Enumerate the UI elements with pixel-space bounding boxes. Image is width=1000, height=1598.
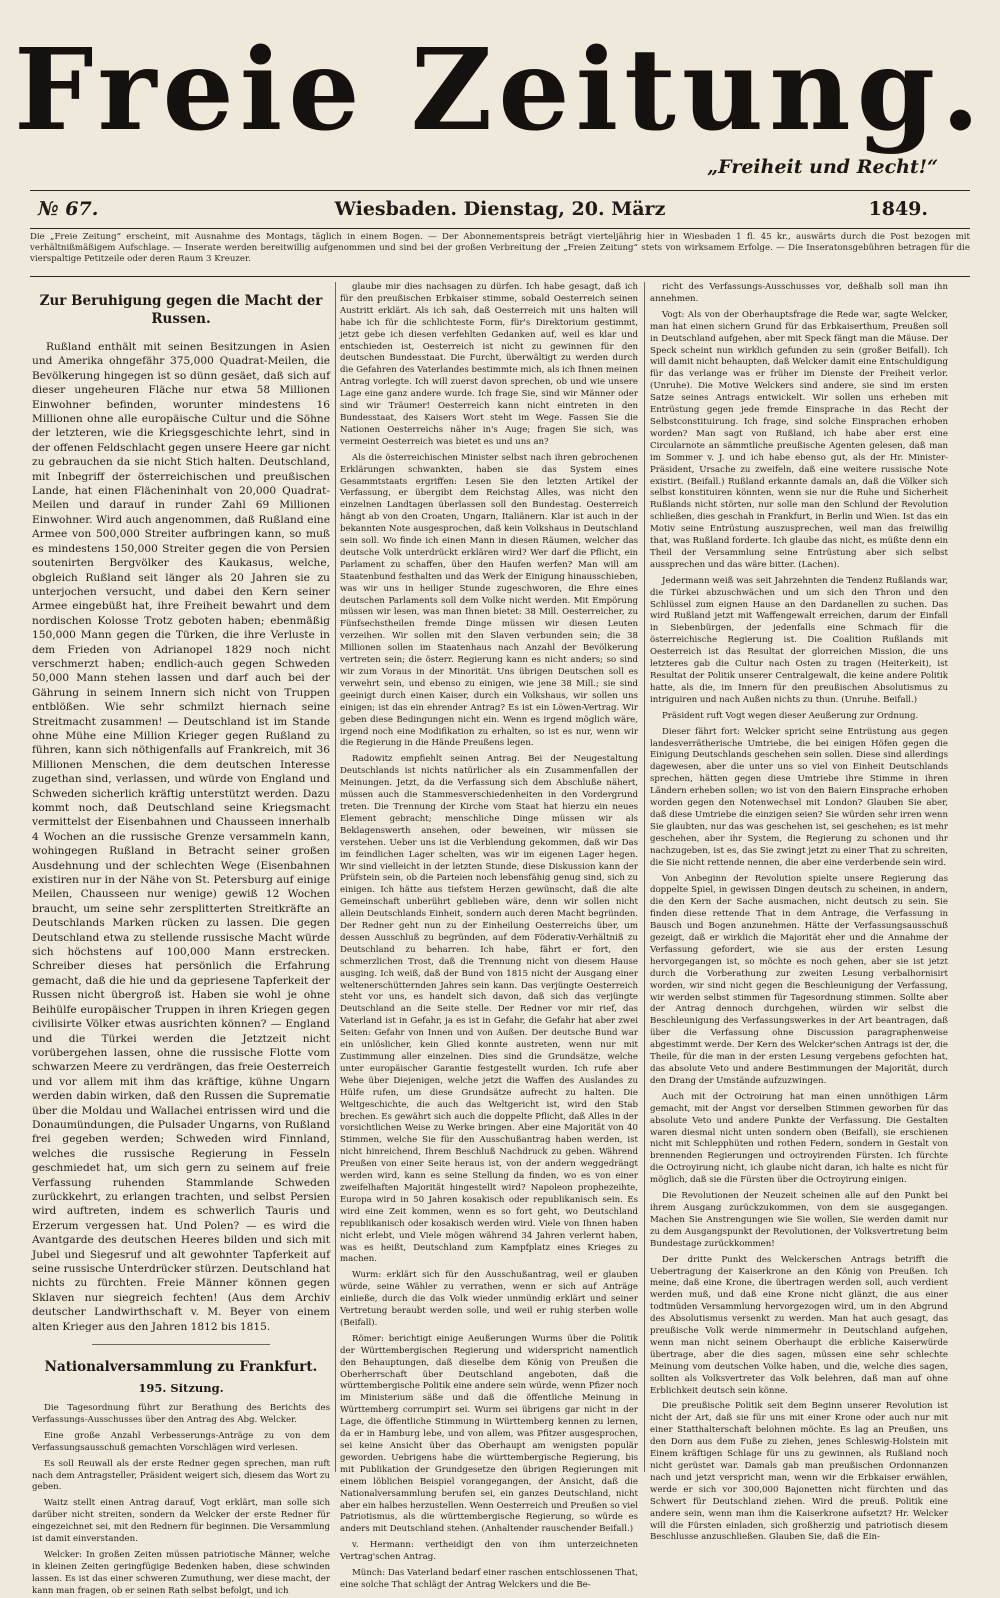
paragraph: Jedermann weiß was seit Jahrzehnten die Tendenz Rußlands war, die Türkei abzuschwächen und um sich den Thron und den Schlüssel zum eignen Hause an den Dardanellen zu suchen. Das wird Rußland jetzt mit Waffengewalt erreichen, darum der Einfall in Siebenbürgen, der jedenfalls eine Schmach für die österreichische Regierung ist. Die Coalition Rußlands mit Oesterreich ist das Resultat der glorreichen Mission, die uns letzteres gab die Cultur nach Osten zu tragen (Heiterkeit), ist Resultat der Politik unserer Centralgewalt, die keine andere Politik hatte, als die, im Innern für den preußischen Absolutismus zu intriguiren und nach Außen nichts zu thun. (Unruhe. Beifall.): [650, 575, 948, 705]
paragraph: Von Anbeginn der Revolution spielte unsere Regierung das doppelte Spiel, in gewissen Dingen deutsch zu scheinen, in andern, die den Kern der Sache ausmachen, nicht deutsch zu sein. Sie finden diese rettende That in dem Antrage, die Verfassung in Bausch und Bogen anzunehmen. Hätte der Verfassungsausschuß gezeigt, daß er wirklich die Majorität eher und die Annahme der Verfassung gefordert, wie sie aus der ersten Lesung hervorgegangen ist, so möchte es noch gehen, aber sie ist jetzt durch die Vorberathung zur zweiten Lesung verbalhornisirt worden, wir sind nicht gegen die Beschleunigung der Verfassung, wir werden selbst stimmen für Tagesordnung stimmen. Sollte aber der Antrag dennoch durchgehen, würden wir selbst die Beschleunigung des Verfassungswerkes in der Art beantragen, daß über die Verfassung ohne Discussion paragraphenweise abgestimmt werde. Der Kern des Welcker'schen Antrags ist der, die Theile, für die man in der ersten Lesung vergebens gefochten hat, das absolute Veto und andere Bestimmungen der Majorität, durch den Drang der Umstände aufzuzwingen.: [650, 873, 948, 1086]
issue-number: № 67.: [38, 198, 99, 220]
paragraph: v. Hermann: vertheidigt den von ihm unterzeichneten Vertrag'schen Antrag.: [340, 1540, 638, 1563]
column-3: [650, 282, 948, 1543]
masthead: [0, 8, 1000, 178]
issue-year: 1849.: [868, 198, 928, 220]
place-date: Wiesbaden. Dienstag, 20. März: [334, 198, 666, 220]
paragraph: Münch: Das Vaterland bedarf einer raschen entschlossenen That, eine solche That schlägt der Antrag Welckers und die Be-: [340, 1568, 638, 1590]
paragraph: Es soll Reuwall als der erste Redner gegen sprechen, man ruft nach dem Antragsteller, Präsident weigert sich, diesem das Wort zu geben.: [32, 1458, 330, 1493]
subscription-notice: Die „Freie Zeitung“ erscheint, mit Ausnahme des Montags, täglich in einem Bogen. — Der Abonnementspreis beträgt vierteljährig hier in Wiesbaden 1 fl. 45 kr., auswärts durch die Post bezogen mit verhältnißmäßigem Aufschlage. — Inserate werden bereitwillig aufgenommen und sind bei der großen Verbreitung der „Freien Zeitung“ stets von wirksamem Erfolge. — Die Inseratonsgebühren betragen für die vierspaltige Petitzeile oder deren Raum 3 Kreuzer.: [30, 232, 970, 264]
paragraph: richt des Verfassungs-Ausschusses vor, deßhalb soll man ihn annehmen.: [650, 282, 948, 304]
paragraph: Dieser fährt fort: Welcker spricht seine Entrüstung aus gegen landesverrätherische Umtriebe, die bei einigen Höfen gegen die Einigung Deutschlands geschehen sein sollen. Diese sind allerdings dagewesen, aber die unter uns so viel von Einheit Deutschlands sprechen, hätten gegen diese Umtriebe ihre Stimme in ihren Ländern erheben sollen; wo ist von den Baiern Einsprache erhoben worden gegen den Notenwechsel mit London? Glauben Sie aber, daß diese Umtriebe die einzigen seien? Sie würden sehr irren wenn Sie glaubten, nur das was geschehen ist, sei geschehen; es ist mehr geschehen, aber ihr System, die Regierung zu schonen und ihr nachzugeben, ist es, das Sie zwingt jetzt zu einer That zu schreiten, die Sie nicht rettende nennen, die aber eine verderbende sein wird.: [650, 726, 948, 868]
article-heading-russia: Zur Beruhigung gegen die Macht der Russen.: [39, 293, 323, 327]
paragraph: Eine große Anzahl Verbesserungs-Anträge zu von dem Verfassungsausschuß gemachten Vorschlägen wird verlesen.: [32, 1430, 330, 1453]
top-rule: [30, 190, 970, 191]
paragraph: Waitz stellt einen Antrag darauf, Vogt erklärt, man solle sich darüber nicht streiten, sondern da Welcker der erste Redner für eingezeichnet sei, mit den Rednern für beginnen. Die Versammlung ist damit einverstanden.: [32, 1498, 330, 1545]
session-heading: 195. Sitzung.: [138, 1381, 224, 1396]
paragraph: Wurm: erklärt sich für den Ausschußantrag, weil er glauben würde, seine Wähler zu verrathen, wenn er sich auf Anträge einließe, durch die das Volk wieder unmündig erklärt und seiner Vertretung beraubt werden solle, und weil er ruhig sterben wolle (Beifall).: [340, 1270, 638, 1328]
paragraph: Die Tagesordnung führt zur Berathung des Berichts des Verfassungs-Ausschusses über den Antrag des Abg. Welcker.: [32, 1403, 330, 1425]
column-1: [32, 282, 331, 1596]
paragraph: Römer: berichtigt einige Aeußerungen Wurms über die Politik der Württembergischen Regierung und widerspricht namentlich den Behauptungen, daß dieselbe dem König von Preußen die Oberherrschaft über Deutschland angeboten, daß die württembergische Politik eine andere sein würde, wenn Pfizer noch im Ministerium säße und daß die öffentliche Meinung in Württemberg corrumpirt sei. Wurm sei übrigens gar nicht in der Lage, die öffentliche Stimmung in Württemberg kennen zu lernen, da er in Hamburg lebe, und von allem, was Pfitzer ausgesprochen, sei keine Ansicht über das Oberhaupt am wenigsten populär geworden. Uebrigens habe die württembergische Regierung, bis mit Publikation der Grundgesetze den übrigen Regierungen mit einem löblichen Beispiel vorangegangen, der Ansicht, daß die Nationalversammlung berufen sei, ein ganzes Deutschland, nicht aber ein halbes herzustellen. Wenn Oesterreich und Preußen so viel Patriotismus, als die württembergische Regierung, so würde es anders mit Deutschland stehen. (Anhaltender rauschender Beifall.): [340, 1333, 638, 1535]
article-russia: [32, 340, 330, 1334]
newspaper-title: Freie Zeitung.: [13, 25, 987, 156]
paragraph: Rußland enthält mit seinen Besitzungen in Asien und Amerika ohngefähr 375,000 Quadrat-Meilen, die Bevölkerung hingegen ist so dünn gesäet, daß sich auf dieser ungeheuren Fläche nur etwa 58 Millionen Einwohner befinden, worunter mindestens 16 Millionen ohne alle europäische Cultur und die Söhne der letzteren, wie die Kriegsgeschichte lehrt, sind in der offenen Feldschlacht gegen unsere Heere gar nicht zu gebrauchen da sie nicht Stich halten. Deutschland, mit Inbegriff der österreichischen und preußischen Lande, hat einen Flächeninhalt von 20,000 Quadrat-Meilen und darauf in runder Zahl 69 Millionen Einwohner. Wird auch angenommen, daß Rußland eine Armee von 500,000 Streiter aufbringen kann, so muß es mindestens 150,000 Streiter gegen die von Persien soutenirten Bergvölker des Kaukasus, welche, obgleich Rußland seit länger als 20 Jahren sie zu unterjochen versucht, und dabei den Kern seiner Armee eingebüßt hat, ihre Freiheit bewahrt und dem nordischen Kolosse Trotz geboten haben; ebenmäßig 150,000 Mann gegen die Türken, die ihre Verluste in dem Frieden von Adrianopel 1829 noch nicht verschmerzt haben; endlich-auch gegen Schweden 50,000 Mann stehen lassen und darf auch bei der Gährung in seinem Innern sich nicht von Truppen entblößen. Wie sehr schmilzt hiernach seine Streitmacht zusammen! — Deutschland ist im Stande ohne Mühe eine Million Krieger gegen Rußland zu führen, kann sich nöthigenfalls auf Frankreich, mit 36 Millionen Menschen, die dem deutschen Interesse zugethan sind, verlassen, und würde von England und Schweden sicherlich kräftig unterstützt werden. Dazu kommt noch, daß Deutschland seine Kriegsmacht vermittelst der Eisenbahnen und Chausseen innerhalb 4 Wochen an die russische Grenze versammeln kann, wohingegen Rußland in Betracht seiner großen Ausdehnung und der schlechten Wege (Eisenbahnen existiren nur in der Nähe von St. Petersburg auf einige Meilen, Chausseen nur wenige) gewiß 12 Wochen braucht, um seine sehr zersplitterten Streitkräfte an Deutschlands Marken rücken zu lassen. Die gegen Deutschland etwa zu stellende russische Macht würde sich höchstens auf 100,000 Mann erstrecken. Schreiber dieses hat persönlich die Erfahrung gemacht, daß die hie und da gepriesene Tapferkeit der Russen nicht übergroß ist. Haben sie wohl je ohne Beihülfe europäischer Truppen in ihren Kriegen gegen civilisirte Völker etwas ausrichten können? — England und die Türkei werden die Jetztzeit nicht vorübergehen lassen, ohne die russische Flotte vom schwarzen Meere zu verdrängen, das freie Oesterreich und vor allem mit ihm das kräftige, kühne Ungarn werden dabin wirken, daß den Russen die Suprematie über die Moldau und Wallachei entrissen wird und die Donaumündungen, die Pulsader Ungarns, von Rußland frei gegeben werden; Schweden wird Finnland, welches die russische Regierung in Fesseln geschmiedet hat, um sich gern zu seinem auf freie Verfassung ruhenden Stammlande Schweden zurückkehrt, zu erlangen trachten, und selbst Persien wird auftreten, indem es schwerlich Tauris und Erzerum vergessen hat. Und Polen? — es wird die Avantgarde des deutschen Heeres bilden und sich mit Jubel und Siegesruf und alt gewohnter Tapferkeit auf seine russische Unterdrücker stürzen. Deutschland hat nichts zu fürchten. Freie Männer können gegen Sklaven nur siegreich fechten! (Aus dem Archiv deutscher Landwirthschaft v. M. Beyer von einem alten Krieger aus den Jahren 1812 bis 1815.: [32, 341, 331, 1333]
column-2: [340, 282, 638, 1590]
motto: „Freiheit und Recht!“: [707, 156, 938, 178]
paragraph: Radowitz empfiehlt seinen Antrag. Bei der Neugestaltung Deutschlands ist nichts natürlicher als ein Zusammenfallen der Meinungen. Jetzt, da die Verfassung sich dem Abschluße nähert, müssen auch die Stammesverschiedenheiten in den Vordergrund treten. Die Trennung der Kirche vom Staat hat hierzu ein neues Element gebracht; menschliche Dinge müssen wir als Beklagenswerth ansehen, oder beweinen, wir müssen sie verstehen. Ueber uns ist die Verblendung gekommen, daß wir Das im feindlichen Lager schelten, was wir im eigenen Lager hegen. Wir sind vielleicht in der letzten Stunde, diese Diskussion kann der Prüfstein sein, ob die Parteien noch lebensfähig genug sind, sich zu einigen. Ich hätte aus tiefstem Herzen gewünscht, daß die alte Gemeinschaft unberührt geblieben wäre, denn wir sollen nicht allein Deutschlands Einheit, sondern auch deren Macht begründen. Der Redner geht nun zu der Einheilung Oesterreichs über, um dessen Ausschluß zu begründen, auf dem Föderativ-Verhältniß zu Deutschland zu beharren. Ich habe, fährt er fort, den schmerzlichen Trost, daß die Trennung nicht von diesem Hause ausging. Ich weiß, daß der Bund von 1815 nicht der Ausgang einer weltenerschütternden Jahres sein kann. Das verjüngte Oesterreich steht vor uns, es handelt sich davon, daß sich das verjüngte Deutschland an die Seite stelle. Der Redner vor mir rief, das Vaterland ist in Gefahr, ja es ist in Gefahr, die Gefahr hat aber zwei Seiten: Gefahr von Innen und von Außen. Der deutsche Bund war ein unlöslicher, kein Glied konnte austreten, wenn nur mit Zustimmung aller einzelnen. Dies sind die Grundsätze, welche unter europäischer Garantie festgestellt wurden. Ich rufe aber Wehe über Diejenigen, welche jetzt die Waffen des Auslandes zu Hülfe rufen, um diese Grundsätze aufrecht zu halten. Die Weltgeschichte, die auch das Weltgericht ist, wird den Stab brechen. Es gewährt sich auch die doppelte Pflicht, daß Alles in der vorsichtlichen Weise zu Werke bringen. Aber eine Majorität von 40 Stimmen, welche Sie für den Ausschußantrag haben werden, ist nicht hinreichend, Ihrem Beschluß Nachdruck zu geben. Während Preußen von einer Seite heraus ist, von der andern weggedrängt werden wird, kann es seine Stellung da finden, wo es von einer zweifelhaften Majorität hingestellt wird? Napoleon prophezeihte, Europa wird in 50 Jahren kosakisch oder republikanisch sein. Es wird eine Zeit kommen, wenn es so fort geht, wo Deutschland republikanisch oder kosakisch werden wird. Viele von Ihnen haben nicht erlebt, und Viele mögen während 34 Jahren verlernt haben, was es heißt, Deutschland zum Kampfplatz eines Krieges zu machen.: [340, 754, 638, 1265]
paragraph: Die Revolutionen der Neuzeit scheinen alle auf den Punkt bei ihrem Ausgang zurückzukommen, von dem sie ausgegangen. Machen Sie Anstrengungen wie Sie wollen, Sie werden damit nur zu dem Ausgangspunkt der Revolutionen, der Volksvertretung beim Bundestage zurückkommen!: [650, 1191, 948, 1249]
article-separator: [92, 1344, 270, 1345]
paragraph: Vogt: Als von der Oberhauptsfrage die Rede war, sagte Welcker, man hat einen sichern Grund für das Erbkaiserthum, Preußen soll in Deutschland aufgehen, aber mit Speck fängt man die Mäuse. Der Speck scheint nun wirklich gefunden zu sein (großer Beifall). Ich will damit nicht behaupten, daß Welcker damit eine Entschuldigung für das verlange was er früher im Dienste der Freiheit verlor. (Unruhe). Die Motive Welckers sind andere, sie sind im ersten Satze seines Antrags entwickelt. Wir sollen uns erheben mit Entrüstung gegen jede fremde Einsprache in das Recht der Selbstconstituirung. Ich frage, sind solche Einsprachen erhoben worden? Man sagt von Rußland, ich habe aber erst eine Circularnote an sämmtliche preußische Agenten gelesen, daß man im Sommer v. J. und ich habe ebenso gut, als der Hr. Minister-Präsident, Ursache zu zweifeln, daß eine weitere russische Note existirt. (Beifall.) Rußland erkannte damals an, daß die Völker sich selbst konstituiren könnten, wenn sie nur die Ruhe und Sicherheit Rußlands nicht störten, nur solle man den Schlund der Revolution schließen, dies geschah in Frankfurt, in Berlin und Wien. Ist das ein Motiv seine Entrüstung auszusprechen, weil man das freiwillig that, was Rußland forderte. Ich glaube das nicht, es müßte denn ein Theil der Versammlung seine Entrüstung aber sich selbst aussprechen und das wäre bitter. (Lachen).: [650, 309, 948, 570]
paragraph: Der dritte Punkt des Welckerschen Antrags betrifft die Uebertragung der Kaiserkrone an den König von Preußen. Ich meine, daß eine Krone, die übertragen werden soll, auch verdient werden muß, und daß eine Krone nicht glänzt, die aus einer todtmüden Versammlung hervorgezogen wird, um in den Abgrund des Absolutismus versenkt zu werden. Man hat auch gesagt, das preußische Volk werde nimmermehr in Deutschland aufgehen, wenn man nicht seinem Oberhaupt die erbliche Kaiserwürde übertrage, aber die dies sagen, müssen eine sehr schlechte Meinung vom deutschen Volke haben, und die, welche dies sagen, sollten als Volksvertreter das Volk belehren, daß man auf ohne Erblichkeit deutsch sein könne.: [650, 1254, 948, 1396]
dateline-rule: [30, 228, 970, 229]
paragraph: Präsident ruft Vogt wegen dieser Aeußerung zur Ordnung.: [662, 710, 919, 721]
paragraph: glaube mir dies nachsagen zu dürfen. Ich habe gesagt, daß ich für den preußischen Erbkaiser stimme, sobald Oesterreich seinen Austritt erklärt. Als ich sah, daß Oesterreich mit uns halten will habe ich für die schlichteste Form, für's Direktorium gestimmt, jetzt gebe ich diesen verfehlten Gedanken auf, weil es klar und entschieden ist, Oesterreich ist nicht zu gewinnen für den deutschen Bundesstaat. Die Furcht, überwältigt zu werden durch die Gefahren des Vaterlandes bestimmte mich, als ich Ihnen meinen Antrag vorlegte. Ich will zuerst davon sprechen, ob und wie unsere Lage eine ganz andere wurde. Ich frage Sie, sind wir Männer oder sind wir Träumer! Oesterreich kann nicht eintreten in den Bundesstaat, des Kaisers Wort steht im Wege. Fassen Sie die Nationen Oesterreichs näher in's Auge; fragen Sie sich, was vermeint Oesterreich was bietet es und uns an?: [340, 282, 638, 447]
article-assembly: [32, 1403, 330, 1598]
notice-rule: [30, 276, 970, 277]
paragraph: Welcker: In großen Zeiten müssen patriotische Männer, welche in kleinen Zeiten geringfügige Bedenken haben, diese schwinden lassen. Es ist das einer schweren Zumuthung, wer diese macht, der kann man fragen, ob er seinen Rath selbst befolgt, und ich: [32, 1550, 330, 1596]
dateline: [30, 196, 970, 226]
column-divider-1: [335, 282, 336, 1472]
paragraph: Die preußische Politik seit dem Beginn unserer Revolution ist nicht der Art, daß sie für uns mit einer Krone oder auch nur mit einer Statthalterschaft belohnen möchte. Es lag an Preußen, uns den Dorn aus dem Fuße zu ziehen, jenes Schleswig-Holstein mit Einem kräftigen Schlage für uns zu gewinnen, als Rußland noch nicht gerüstet war. Damals gab man preußischen Ordonnanzen nach und jetzt verspricht man, wenn wir die Erbkaiser erwählen, werde er sich vor 300,000 Bajonetten nicht fürchten und das Schwert für Deutschland ziehen. Wird die preuß. Politik eine andere sein, wenn man ihm die Kaiserkrone aufsetzt? Hr. Welcker will die Fürsten einladen, sich großherzig und patriotisch diesem Beschlusse anzuschließen. Glauben Sie, daß die Ein-: [650, 1401, 948, 1543]
paragraph: Auch mit der Octroirung hat man einen unnöthigen Lärm gemacht, mit der Angst vor derselben Stimmen geworben für das absolute Veto und andere Punkte der Verfassung. Die Gestalten waren diesmal nicht unten sondern oben (Beifall), sie erschienen nicht mit Schlepphüten und rothen Federn, sondern in Gestalt von brennenden Regierungen und octroyirenden Fürsten. Ich fürchte die Octroyirung nicht, ich glaube nicht daran, ich halte es nicht für möglich, daß sie die Fürsten über die Octroyirung einigen.: [650, 1091, 948, 1186]
article-heading-assembly: Nationalversammlung zu Frankfurt.: [44, 1359, 318, 1376]
column-divider-2: [644, 282, 645, 1472]
paragraph: Als die österreichischen Minister selbst nach ihren gebrochenen Erklärungen schwankten, haben sie das System eines Gesammtstaats ergriffen: Lesen Sie den letzten Artikel der Verfassung, er übergibt dem Reichstag Alles, was nicht den einzelnen Landtagen überlassen soll den Bundestag. Oesterreich hängt ab von den Croaten, Ungarn, Italiänern. Klar ist auch in der bekannten Note ausgesprochen, daß kein Volkshaus in Deutschland sein soll. Wo finde ich einen Mann in diesen Räumen, welcher das deutsche Volk unterdrückt erklären wird? Wer darf die Pflicht, ein Parlament zu schaffen, über den Haufen werfen? Man will am Staatenbund festhalten und das Werk der Einigung hinausschieben, was wir uns in heiliger Stunde zugeschworen, die Ehre eines deutschen Parlaments soll dem Volke nicht werden. Mit Empörung müssen wir lesen, was man Ihnen bietet: 38 Mill. Oesterreicher, zu Fünfsechstheilen fremde Dinge müssen wir diesen Leuten verzeihen. Wir sollen mit den Slaven verbunden sein; die 38 Millionen sollen im Staatenhaus nach Anzahl der Bevölkerung vertreten sein; die österr. Regierung kann es nicht anders; so sind wir zum Voraus in der Minorität. Uns übrigen Deutschen soll es verwehrt sein, und ebenso zu einigen, wie jene 38 Mill.; sie sind geeinigt durch einen Kaiser, durch ein Volkshaus, wir sollen uns einigen; ist das ein ehrender Antrag? Es ist ein Löwen-Vertrag. Wir geben diese Bedingungen nicht ein. Wenn es irgend möglich wäre, irgend noch eine Modifikation zu erhalten, so ist es nur, wenn wir die Regierung in die Hände Preußens legen.: [340, 452, 638, 749]
